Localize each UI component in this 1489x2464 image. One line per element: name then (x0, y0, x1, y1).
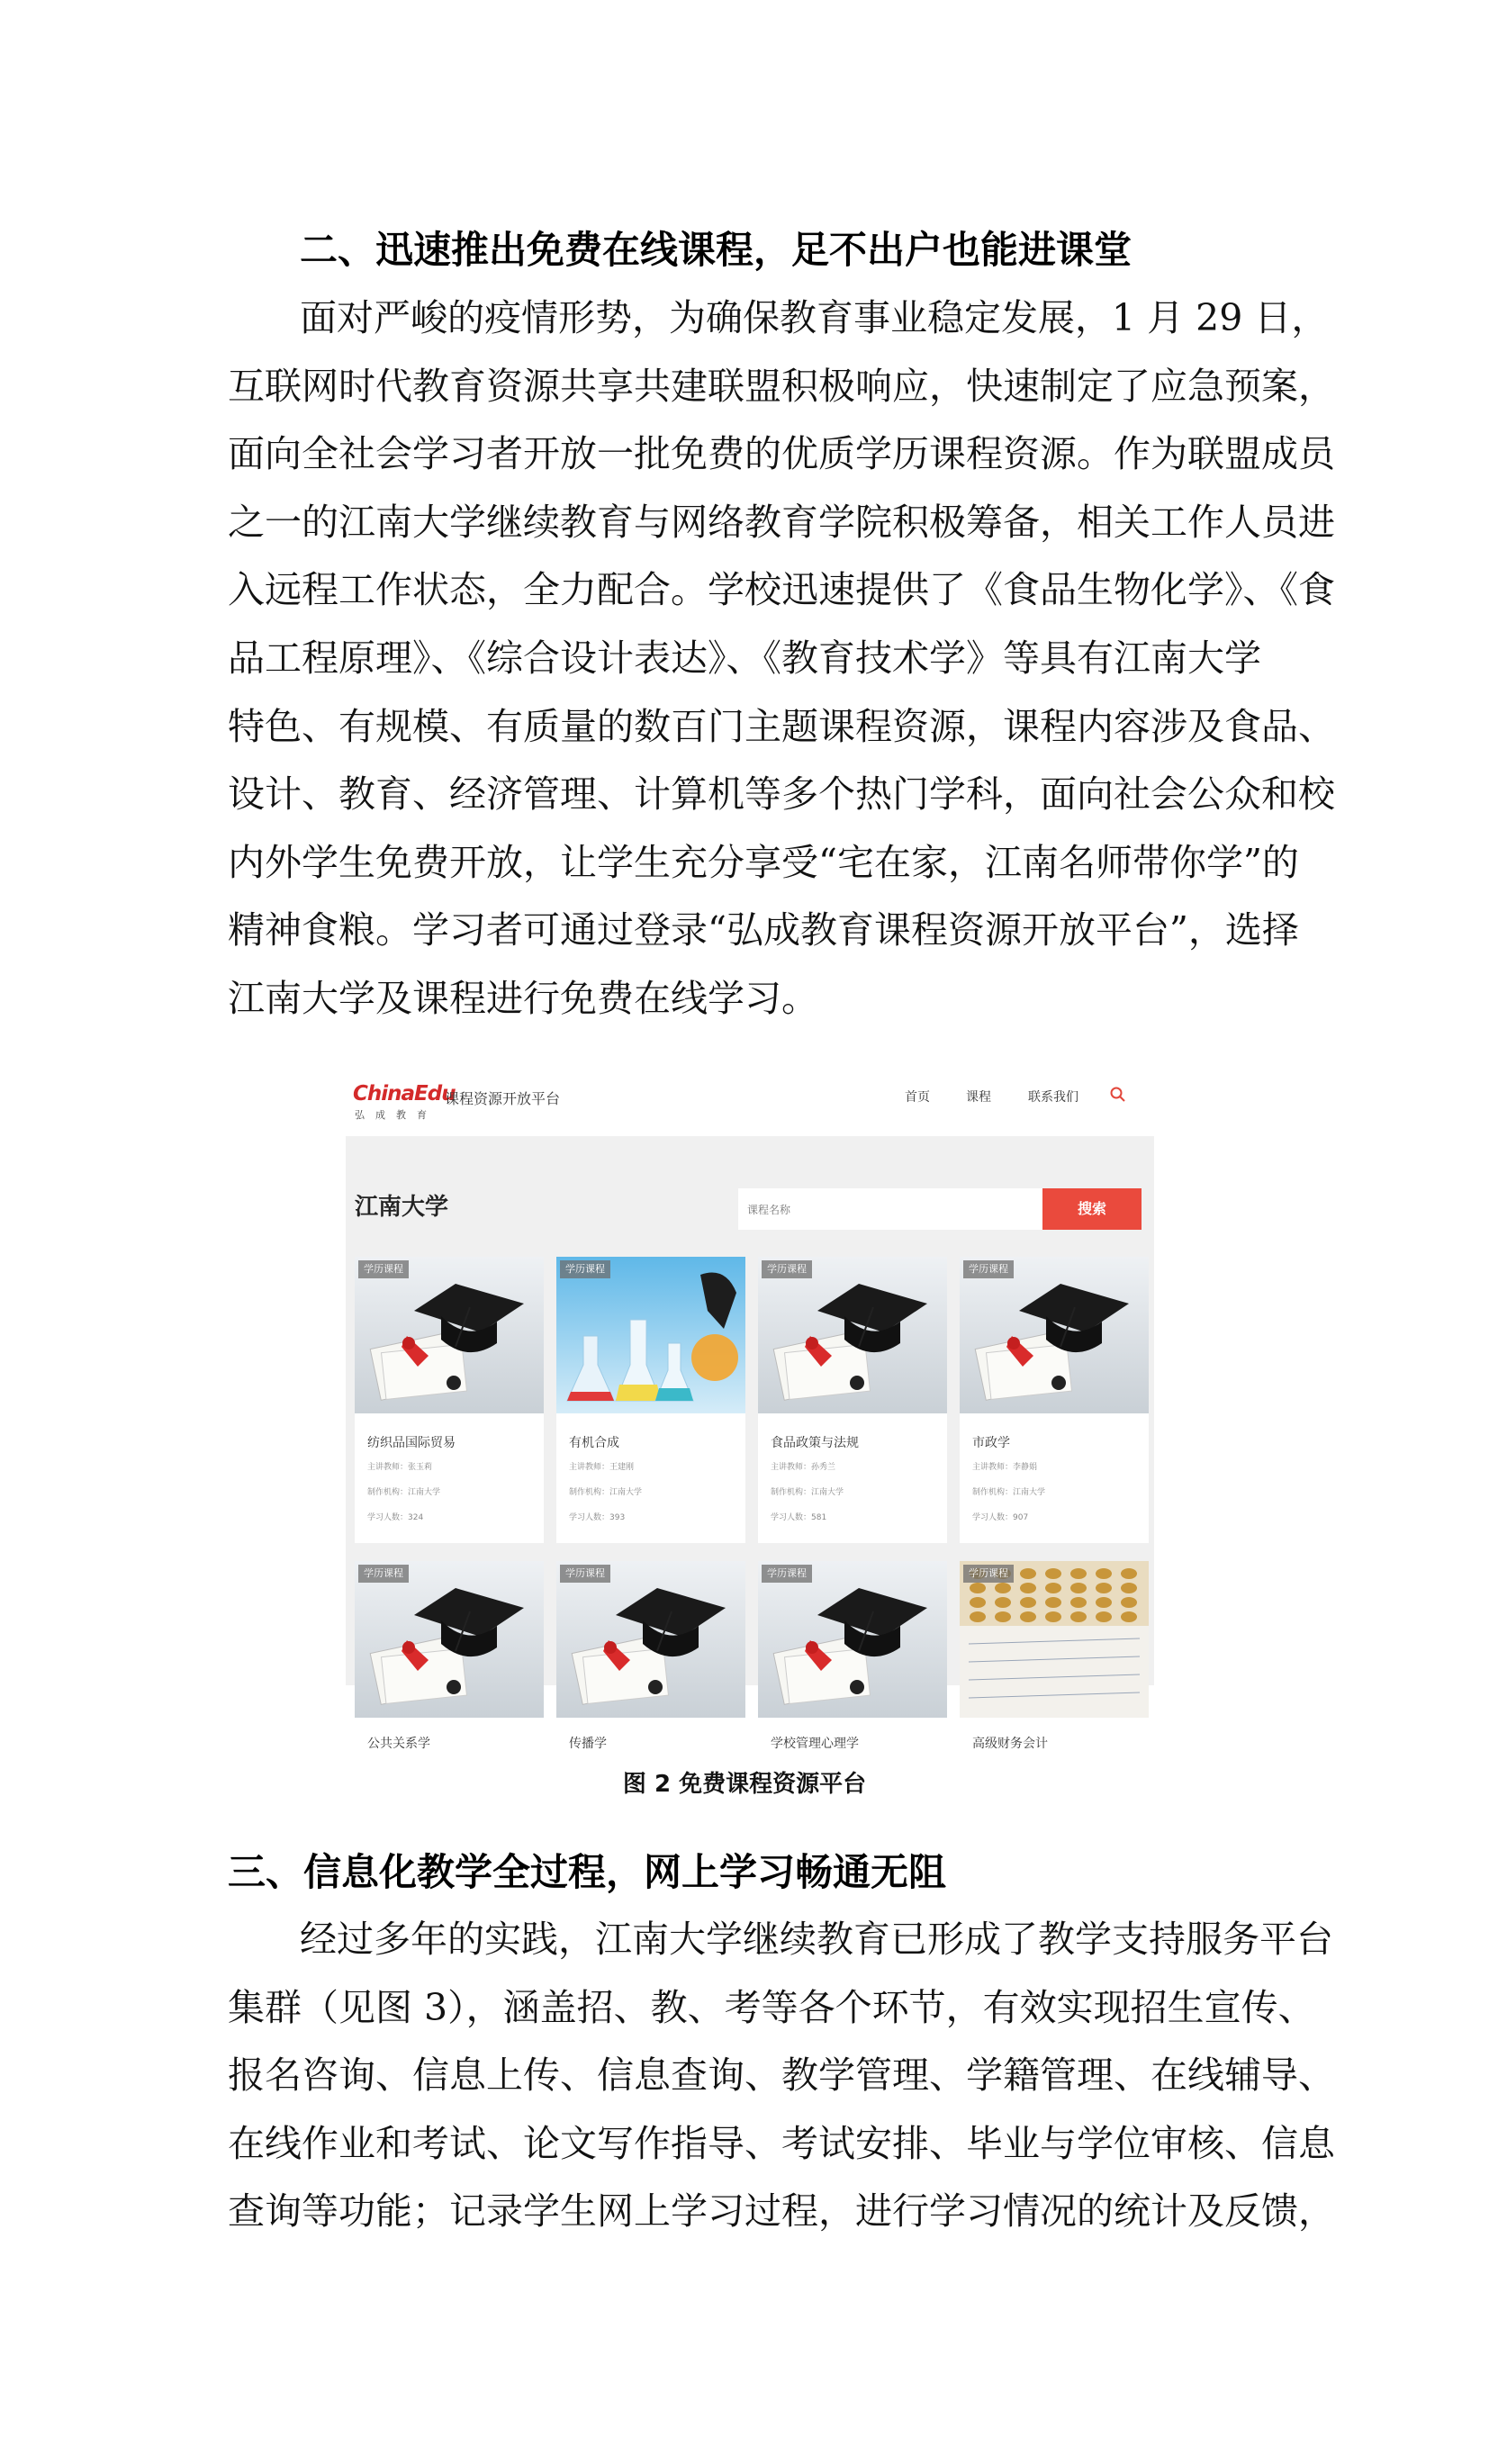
course-org (972, 1485, 1045, 1497)
course-type-badge: 学历课程 (560, 1565, 610, 1583)
course-type-badge: 学历课程 (560, 1260, 610, 1278)
paragraph-line: 互联网时代教育资源共享共建联盟积极响应，快速制定了应急预案， (228, 364, 1335, 408)
course-listing (346, 1136, 1154, 1749)
section-paragraph (228, 1906, 1335, 2246)
paragraph-line: 面对严峻的疫情形势，为确保教育事业稳定发展，1 月 29 日， (300, 296, 1329, 339)
paragraph-line: 之一的江南大学继续教育与网络教育学院积极筹备，相关工作人员进 (228, 500, 1335, 544)
learners-count: 393 (609, 1513, 626, 1522)
learners-count: 324 (408, 1513, 424, 1522)
paragraph-line: 设计、教育、经济管理、计算机等多个热门学科，面向社会公众和校 (228, 772, 1335, 817)
org-name: 江南大学 (1013, 1488, 1046, 1497)
course-thumbnail (758, 1561, 947, 1718)
school-name: 江南大学 (355, 1194, 449, 1221)
paragraph-line: 入远程工作状态，全力配合。学校迅速提供了《食品生物化学》、《食 (228, 568, 1335, 612)
course-type-badge: 学历课程 (963, 1260, 1014, 1278)
nav-contact[interactable]: 联系我们 (1028, 1090, 1078, 1105)
paragraph-line: 内外学生免费开放，让学生充分享受“宅在家，江南名师带你学”的 (228, 840, 1299, 884)
org-label: 制作机构： (569, 1488, 610, 1497)
learners-label: 学习人数： (569, 1513, 610, 1522)
site-title: 课程资源开放平台 (445, 1090, 561, 1107)
course-org (569, 1485, 642, 1497)
course-teacher (972, 1460, 1037, 1472)
logo-wordmark: ChinaEdu (353, 1082, 456, 1106)
course-thumbnail (758, 1257, 947, 1413)
course-org (367, 1485, 440, 1497)
paragraph-line: 面向全社会学习者开放一批免费的优质学历课程资源。作为联盟成员 (228, 432, 1335, 476)
learners-label: 学习人数： (771, 1513, 812, 1522)
course-type-badge: 学历课程 (762, 1565, 812, 1583)
paragraph-line: 查询等功能；记录学生网上学习过程，进行学习情况的统计及反馈， (228, 2189, 1335, 2234)
course-teacher (367, 1460, 432, 1472)
teacher-name: 李静娟 (1013, 1463, 1038, 1472)
section-heading: 二、迅速推出免费在线课程，足不出户也能进课堂 (300, 228, 1133, 272)
search-button[interactable]: 搜索 (1042, 1188, 1142, 1230)
logo-subtitle: 弘成教育 (355, 1109, 438, 1121)
course-thumbnail (960, 1257, 1149, 1413)
course-thumbnail (556, 1561, 745, 1718)
course-title: 高级财务会计 (972, 1737, 1048, 1749)
nav-home[interactable]: 首页 (905, 1090, 930, 1105)
course-thumbnail (355, 1257, 544, 1413)
figure-caption: 图 2 免费课程资源平台 (622, 1771, 867, 1798)
course-card[interactable] (556, 1561, 745, 1749)
course-card[interactable] (355, 1257, 544, 1543)
org-label: 制作机构： (367, 1488, 409, 1497)
org-name: 江南大学 (408, 1488, 441, 1497)
teacher-label: 主讲教师： (367, 1463, 409, 1472)
org-label: 制作机构： (972, 1488, 1014, 1497)
platform-screenshot (346, 1073, 1154, 1749)
course-title: 传播学 (569, 1737, 607, 1749)
course-title: 纺织品国际贸易 (367, 1436, 456, 1450)
teacher-label: 主讲教师： (972, 1463, 1014, 1472)
nav-courses[interactable]: 课程 (966, 1090, 991, 1105)
search-box (738, 1188, 1042, 1230)
course-card[interactable] (758, 1257, 947, 1543)
course-title: 学校管理心理学 (771, 1737, 859, 1749)
search-icon[interactable] (1109, 1086, 1127, 1104)
course-card[interactable] (355, 1561, 544, 1749)
course-card[interactable] (960, 1257, 1149, 1543)
course-org (771, 1485, 844, 1497)
org-name: 江南大学 (811, 1488, 844, 1497)
course-learners (569, 1511, 625, 1522)
paragraph-line: 品工程原理》、《综合设计表达》、《教育技术学》等具有江南大学 (228, 636, 1261, 680)
course-card[interactable] (758, 1561, 947, 1749)
course-learners (972, 1511, 1028, 1522)
course-type-badge: 学历课程 (762, 1260, 812, 1278)
chinaedu-logo[interactable] (353, 1082, 456, 1122)
paragraph-line: 集群（见图 3），涵盖招、教、考等各个环节，有效实现招生宣传、 (228, 1985, 1315, 2029)
course-thumbnail (556, 1257, 745, 1413)
course-learners (771, 1511, 826, 1522)
paragraph-line: 经过多年的实践，江南大学继续教育已形成了教学支持服务平台 (300, 1918, 1333, 1961)
paragraph-line: 精神食粮。学习者可通过登录“弘成教育课程资源开放平台”，选择 (228, 908, 1299, 952)
learners-count: 581 (811, 1513, 827, 1522)
course-teacher (771, 1460, 835, 1472)
paragraph-line: 特色、有规模、有质量的数百门主题课程资源，课程内容涉及食品、 (228, 704, 1335, 748)
course-type-badge: 学历课程 (358, 1565, 409, 1583)
learners-count: 907 (1013, 1513, 1029, 1522)
course-card[interactable] (556, 1257, 745, 1543)
teacher-name: 孙秀兰 (811, 1463, 836, 1472)
platform-header (346, 1073, 1154, 1136)
paragraph-line: 报名咨询、信息上传、信息查询、教学管理、学籍管理、在线辅导、 (228, 2053, 1335, 2098)
course-title: 食品政策与法规 (771, 1436, 859, 1450)
paragraph-line: 在线作业和考试、论文写作指导、考试安排、毕业与学位审核、信息 (228, 2121, 1335, 2165)
section-paragraph (228, 284, 1335, 1033)
learners-label: 学习人数： (367, 1513, 409, 1522)
course-teacher (569, 1460, 634, 1472)
course-title: 市政学 (972, 1436, 1010, 1450)
course-title: 有机合成 (569, 1436, 619, 1450)
course-type-badge: 学历课程 (963, 1565, 1014, 1583)
course-thumbnail (355, 1561, 544, 1718)
course-title: 公共关系学 (367, 1737, 430, 1749)
teacher-name: 王建刚 (609, 1463, 635, 1472)
org-label: 制作机构： (771, 1488, 812, 1497)
teacher-label: 主讲教师： (569, 1463, 610, 1472)
course-learners (367, 1511, 423, 1522)
learners-label: 学习人数： (972, 1513, 1014, 1522)
org-name: 江南大学 (609, 1488, 643, 1497)
section-heading: 三、信息化教学全过程，网上学习畅通无阻 (228, 1850, 947, 1894)
course-thumbnail (960, 1561, 1149, 1718)
course-search-input[interactable] (745, 1188, 1037, 1232)
teacher-name: 张玉莉 (408, 1463, 433, 1472)
course-card[interactable] (960, 1561, 1149, 1749)
teacher-label: 主讲教师： (771, 1463, 812, 1472)
course-type-badge: 学历课程 (358, 1260, 409, 1278)
paragraph-line: 江南大学及课程进行免费在线学习。 (228, 976, 818, 1020)
